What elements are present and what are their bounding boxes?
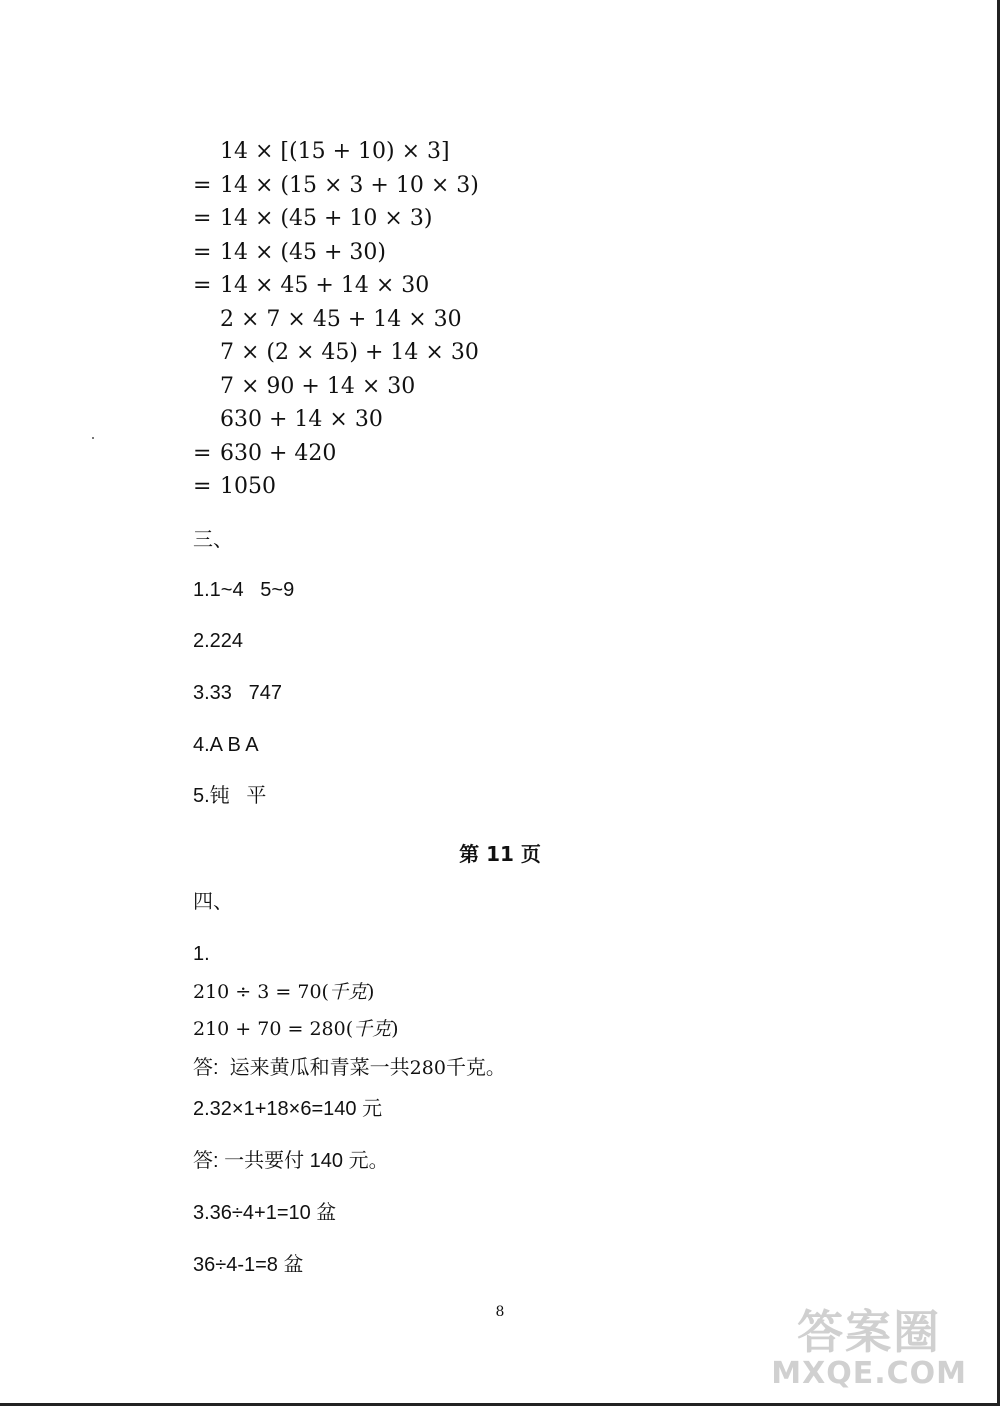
equals-sign: = (193, 206, 212, 231)
section-4-heading: 四、 (193, 891, 233, 913)
question-1-answer (193, 1058, 506, 1078)
math-step (193, 342, 479, 364)
equals-sign: = (193, 173, 212, 198)
section-3-item-3: 3.33 747 (193, 682, 282, 704)
math-step (193, 309, 462, 331)
equals-sign: = (193, 441, 212, 466)
watermark-logo (771, 1304, 967, 1391)
equals-sign: = (193, 240, 212, 265)
section-3-item-5: 5.钝 平 (193, 785, 267, 807)
math-expression: 630 + 14 × 30 (220, 407, 383, 432)
question-1-line-1 (193, 983, 374, 1002)
page-heading: 第 11 页 (459, 842, 541, 866)
math-expression: 1050 (220, 474, 276, 499)
q1-line1-unit: 千克 (328, 981, 367, 1003)
section-3-item-2: 2.224 (193, 630, 244, 652)
scan-speck (92, 437, 94, 439)
q1-answer-prefix: 答: 运来黄瓜和青菜一共 (193, 1057, 410, 1079)
math-step (193, 409, 383, 431)
math-step (193, 275, 429, 297)
math-step (193, 208, 432, 230)
math-step (193, 476, 276, 498)
math-expression: 14 × 45 + 14 × 30 (220, 273, 430, 298)
math-step (193, 242, 386, 264)
q1-line2-close: ) (391, 1018, 399, 1040)
q1-line2-unit: 千克 (353, 1018, 392, 1040)
math-step (193, 376, 415, 398)
q1-line2-expr: 210 + 70 = 280( (193, 1018, 354, 1040)
equals-sign: = (193, 474, 212, 499)
math-step (193, 443, 336, 465)
question-1-line-2 (193, 1020, 399, 1039)
watermark-bottom: MXQE.COM (771, 1356, 967, 1391)
math-expression: 14 × (45 + 10 × 3) (220, 206, 433, 231)
q1-answer-suffix: 千克。 (445, 1057, 506, 1079)
math-step (193, 141, 450, 163)
math-step (193, 175, 479, 197)
watermark-top: 答案圈 (797, 1304, 942, 1359)
math-expression: 7 × 90 + 14 × 30 (220, 374, 416, 399)
math-expression: 14 × (45 + 30) (220, 240, 386, 265)
math-expression: 2 × 7 × 45 + 14 × 30 (220, 307, 462, 332)
q1-line1-expr: 210 ÷ 3 = 70( (193, 981, 329, 1003)
question-1-label: 1. (193, 943, 210, 965)
question-3-b: 36÷4-1=8 盆 (193, 1254, 304, 1276)
math-expression: 630 + 420 (220, 441, 337, 466)
section-3-heading: 三、 (193, 529, 233, 551)
page-number: 8 (495, 1304, 505, 1320)
question-3: 3.36÷4+1=10 盆 (193, 1202, 337, 1224)
section-3-item-4: 4.A B A (193, 734, 259, 756)
q1-line1-close: ) (366, 981, 375, 1003)
question-2-answer: 答: 一共要付 140 元。 (193, 1150, 389, 1172)
equals-sign: = (193, 273, 212, 298)
question-2: 2.32×1+18×6=140 元 (193, 1098, 383, 1120)
q1-answer-number: 280 (409, 1057, 446, 1079)
math-expression: 7 × (2 × 45) + 14 × 30 (220, 340, 479, 365)
math-expression: 14 × [(15 + 10) × 3] (220, 139, 450, 164)
section-3-item-1: 1.1~4 5~9 (193, 579, 295, 601)
math-expression: 14 × (15 × 3 + 10 × 3) (220, 173, 479, 198)
